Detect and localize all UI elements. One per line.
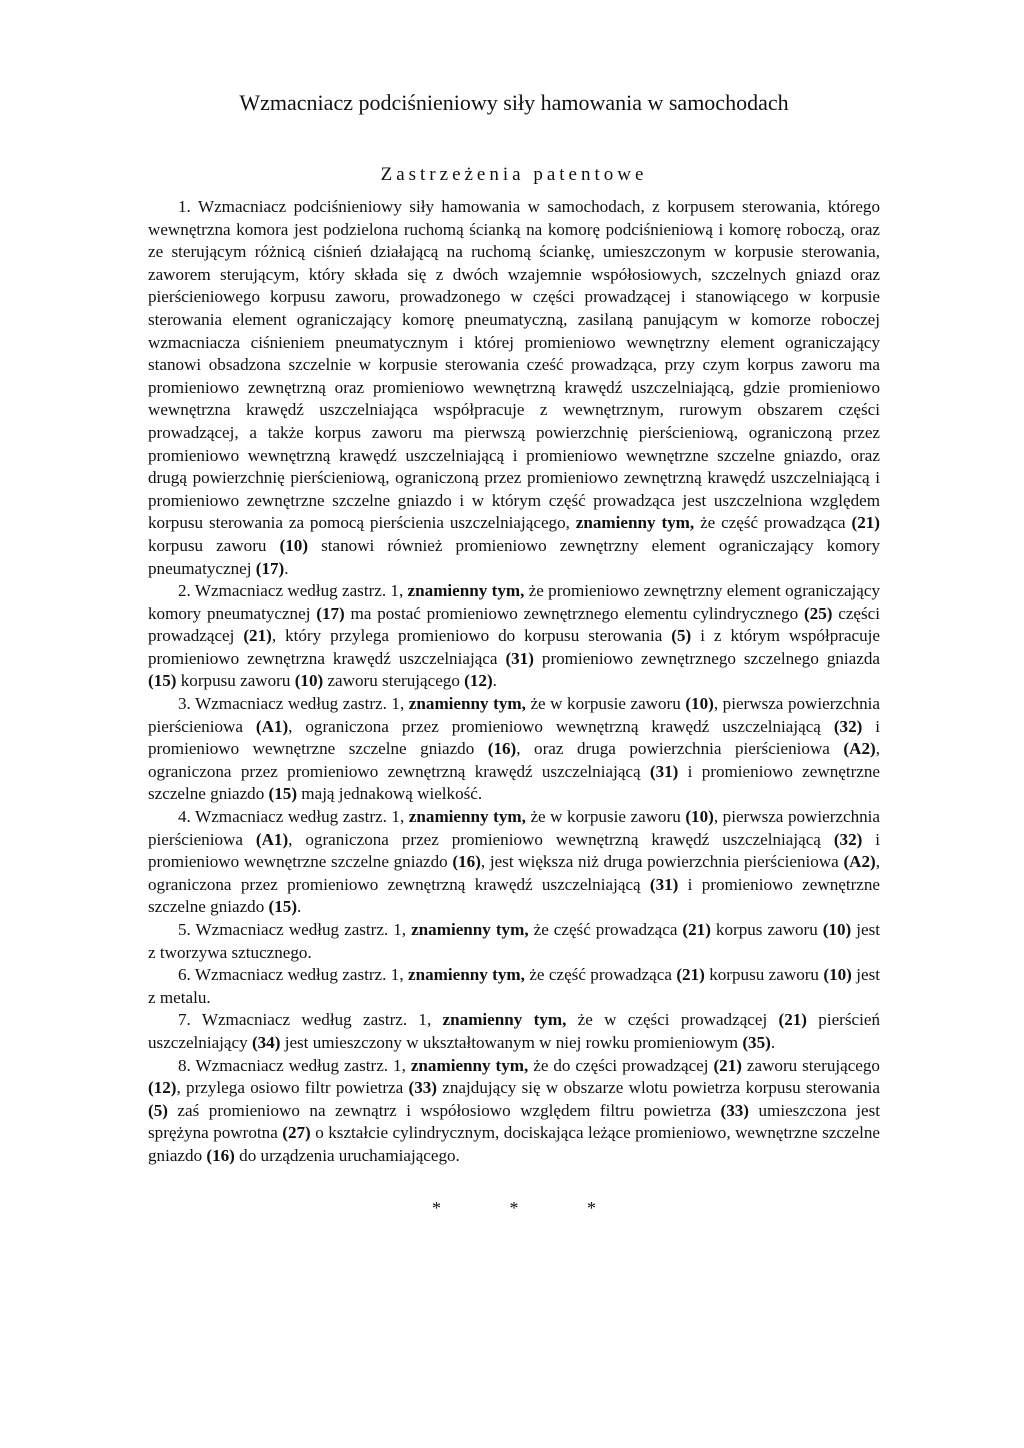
claim-text: że część prowadząca	[524, 965, 677, 985]
claim-emphasis: (21)	[676, 965, 705, 985]
claim-text: Wzmacniacz według zastrz. 1,	[190, 581, 408, 601]
claim-emphasis: (35)	[742, 1032, 771, 1052]
claim-text: korpusu zaworu	[148, 535, 280, 555]
end-mark: * * *	[432, 1197, 628, 1218]
claim-text: i promieniowo wewnętrzne szczelne gniazdo	[148, 829, 880, 872]
claim-text: , ograniczona przez promieniowo wewnętrzną krawędź uszczelniającą	[288, 829, 834, 849]
claim-text: Wzmacniacz według zastrz. 1,	[190, 965, 409, 985]
claim-paragraph	[148, 580, 880, 693]
claim-number: 3.	[178, 694, 191, 714]
claim-text: i promieniowo zewnętrzne szczelne gniazdo	[148, 874, 880, 917]
claim-emphasis: znamienny tym,	[408, 807, 526, 827]
claim-text: że część prowadząca	[528, 920, 683, 939]
claim-emphasis: (21)	[778, 1010, 807, 1030]
claim-text: , oraz druga powierzchnia pierścieniowa	[516, 739, 844, 759]
claim-paragraph	[148, 919, 880, 964]
claim-text: , pierwsza powierzchnia pierścieniowa	[148, 694, 881, 736]
claim-number: 1.	[178, 197, 191, 216]
claim-emphasis: (10)	[685, 807, 714, 827]
claim-text: że w korpusie zaworu	[525, 694, 686, 714]
claim-emphasis: (A2)	[843, 739, 876, 759]
claim-text: i promieniowo zewnętrzne szczelne gniazdo	[148, 761, 880, 804]
claim-emphasis: (32)	[833, 829, 863, 849]
claim-text: jest z tworzywa sztucznego.	[148, 920, 880, 962]
claim-text: że część prowadząca	[694, 513, 852, 533]
claim-text: .	[284, 558, 289, 578]
claim-text: jest z metalu.	[148, 965, 881, 1007]
document-page	[148, 88, 880, 1219]
claim-emphasis: (31)	[649, 761, 679, 781]
claim-text: , ograniczona przez promieniowo wewnętrzną krawędź uszczelniającą	[288, 716, 834, 736]
claim-text: , jest większa niż druga powierzchnia pierścieniowa	[480, 852, 844, 872]
claim-emphasis: znamienny tym,	[408, 965, 525, 985]
claim-paragraph	[148, 693, 880, 806]
claim-emphasis: (34)	[251, 1032, 281, 1052]
claim-text: jest umieszczony w ukształtowanym w niej rowku promieniowym	[280, 1032, 743, 1052]
claim-text: że do części prowadzącej	[528, 1055, 714, 1075]
claim-text: że w korpusie zaworu	[525, 807, 686, 827]
claim-emphasis: (17)	[316, 603, 345, 623]
claim-number: 8.	[178, 1055, 191, 1075]
claim-text: i promieniowo wewnętrzne szczelne gniazdo	[148, 716, 880, 759]
claim-text: mają jednakową wielkość.	[297, 784, 483, 804]
claim-text: i z którym współpracuje promieniowo zewnętrzna krawędź uszczelniająca	[148, 626, 880, 668]
claim-text: Wzmacniacz według zastrz. 1,	[190, 807, 409, 827]
claim-emphasis: (12)	[464, 671, 493, 691]
claim-emphasis: (31)	[505, 648, 534, 668]
claim-text: , ograniczona przez promieniowo zewnętrzną krawędź uszczelniającą	[148, 739, 880, 781]
claim-emphasis: (10)	[294, 671, 324, 691]
claim-emphasis: (33)	[408, 1078, 437, 1098]
claim-emphasis: (33)	[720, 1100, 749, 1120]
claim-text: części prowadzącej	[148, 603, 881, 646]
claim-text: .	[297, 897, 302, 917]
claim-text: , pierwsza powierzchnia pierścieniowa	[148, 807, 881, 849]
claim-emphasis: (10)	[823, 965, 852, 985]
claim-number: 6.	[178, 965, 191, 985]
claim-emphasis: (15)	[148, 671, 177, 691]
claim-emphasis: (21)	[713, 1055, 742, 1075]
claim-text: Wzmacniacz według zastrz. 1,	[190, 920, 412, 939]
claim-emphasis: (10)	[822, 920, 852, 939]
claim-text: korpus zaworu	[710, 920, 823, 939]
claim-emphasis: znamienny tym,	[407, 581, 525, 601]
claim-text: pierścień uszczelniający	[148, 1010, 880, 1052]
claim-text: Wzmacniacz według zastrz. 1,	[190, 694, 409, 714]
claim-emphasis: (21)	[682, 920, 711, 939]
claim-emphasis: (21)	[243, 626, 272, 646]
claim-emphasis: (15)	[268, 784, 298, 804]
claim-emphasis: (A2)	[843, 852, 876, 872]
claim-text: że promieniowo zewnętrzny element ograniczający komory pneumatycznej	[148, 581, 880, 623]
claim-number: 7.	[178, 1010, 191, 1030]
claim-text: do urządzenia uruchamiającego.	[234, 1145, 460, 1165]
claim-text: Wzmacniacz podciśnieniowy siły hamowania w samochodach, z korpusem sterowania, którego wewnętrzna komora jest podzielona ruchomą ścianką na komorę podciśnieniową i komorę roboczą, oraz ze sterującym różnicą ciśnień działającą na ruchomą ściankę, umieszczonym w korpusie sterowania, zaworem sterującym, który składa się z dwóch wzajemnie współosiowych, szczelnych gniazd oraz pierścieniowego korpusu zaworu, prowadzonego w części prowadzącej i stanowiącego w korpusie sterowania element ograniczający komorę pneumatyczną, zasilaną panującym w komorze roboczej wzmacniacza ciśnieniem pneumatycznym i której promieniowo wewnętrzny element ograniczający stanowi obsadzona szczelnie w korpusie sterowania cześć prowadząca, przy czym korpus zaworu ma promieniowo zewnętrzną oraz promieniowo wewnętrzną krawędź uszczelniającą, gdzie promieniowo wewnętrzna krawędź uszczelniająca współpracuje z wewnętrznym, rurowym obszarem części prowadzącej, a także korpus zaworu ma pierwszą powierzchnię pierścieniową, ograniczoną przez promieniowo wewnętrzną krawędź uszczelniającą i promieniowo wewnętrzne szczelne gniazdo, oraz drugą powierzchnię pierścieniową, ograniczoną przez promieniowo zewnętrzną krawędź uszczelniającą i promieniowo zewnętrzne szczelne gniazdo i w którym część prowadząca jest uszczelniona względem korpusu sterowania za pomocą pierścienia uszczelniającego,	[148, 197, 880, 533]
claim-text: korpusu zaworu	[704, 965, 824, 985]
claim-text: .	[770, 1032, 776, 1052]
claim-text: korpusu zaworu	[176, 671, 295, 691]
claim-emphasis: (15)	[268, 897, 298, 917]
claim-text: , który przylega promieniowo do korpusu sterowania	[271, 626, 672, 646]
claim-emphasis: (32)	[833, 716, 863, 736]
claim-number: 5.	[178, 920, 191, 939]
claim-text: o kształcie cylindrycznym, dociskająca leżące promieniowo, wewnętrzne szczelne gniazdo	[148, 1123, 880, 1165]
claim-text: ma postać promieniowo zewnętrznego elementu cylindrycznego	[344, 603, 804, 623]
claim-text: promieniowo zewnętrznego szczelnego gniazda	[533, 648, 880, 668]
claim-emphasis: (25)	[803, 603, 833, 623]
claim-text: .	[492, 671, 497, 691]
claim-emphasis: (5)	[148, 1100, 168, 1120]
document-title: Wzmacniacz podciśnieniowy siły hamowania w samochodach	[239, 90, 789, 115]
claim-text: , ograniczona przez promieniowo zewnętrzną krawędź uszczelniającą	[148, 852, 880, 894]
claim-emphasis: znamienny tym,	[442, 1010, 567, 1030]
claim-emphasis: (21)	[851, 513, 880, 533]
claim-emphasis: (17)	[255, 558, 285, 578]
claim-emphasis: (10)	[279, 535, 309, 555]
claim-emphasis: znamienny tym,	[411, 920, 529, 939]
claim-text: zaś promieniowo na zewnątrz i współosiowo względem filtru powietrza	[167, 1100, 721, 1120]
claim-emphasis: (16)	[206, 1145, 235, 1165]
claim-text: stanowi również promieniowo zewnętrzny element ograniczający komory pneumatycznej	[148, 535, 880, 578]
claim-emphasis: znamienny tym,	[408, 694, 526, 714]
claims-list	[148, 196, 880, 1168]
claim-emphasis: (10)	[685, 694, 714, 714]
claim-text: , przylega osiowo filtr powietrza	[176, 1078, 409, 1098]
claim-text: znajdujący się w obszarze wlotu powietrza korpusu sterowania	[437, 1078, 880, 1098]
claim-paragraph	[148, 1055, 880, 1168]
claim-paragraph	[148, 1009, 880, 1054]
claim-number: 2.	[178, 581, 191, 601]
claim-emphasis: znamienny tym,	[575, 513, 695, 533]
claim-text: umieszczona jest sprężyna powrotna	[148, 1100, 880, 1143]
claim-emphasis: (5)	[671, 626, 692, 646]
document-subtitle: Zastrzeżenia patentowe	[380, 164, 648, 185]
claim-emphasis: (16)	[487, 739, 517, 759]
claim-emphasis: (12)	[148, 1078, 177, 1098]
claim-emphasis: (16)	[452, 852, 481, 872]
claim-paragraph	[148, 196, 880, 580]
claim-text: że w części prowadzącej	[566, 1010, 779, 1030]
claim-emphasis: znamienny tym,	[410, 1055, 529, 1075]
claim-number: 4.	[178, 807, 191, 827]
claim-emphasis: (A1)	[255, 829, 289, 849]
claim-emphasis: (27)	[282, 1123, 311, 1143]
claim-paragraph	[148, 806, 880, 919]
claim-emphasis: (A1)	[255, 716, 289, 736]
claim-text: Wzmacniacz według zastrz. 1,	[190, 1010, 443, 1030]
claim-text: zaworu sterującego	[741, 1055, 880, 1075]
claim-emphasis: (31)	[649, 874, 679, 894]
claim-text: Wzmacniacz według zastrz. 1,	[190, 1055, 411, 1075]
claim-text: zaworu sterującego	[323, 671, 465, 691]
claim-paragraph	[148, 964, 880, 1009]
